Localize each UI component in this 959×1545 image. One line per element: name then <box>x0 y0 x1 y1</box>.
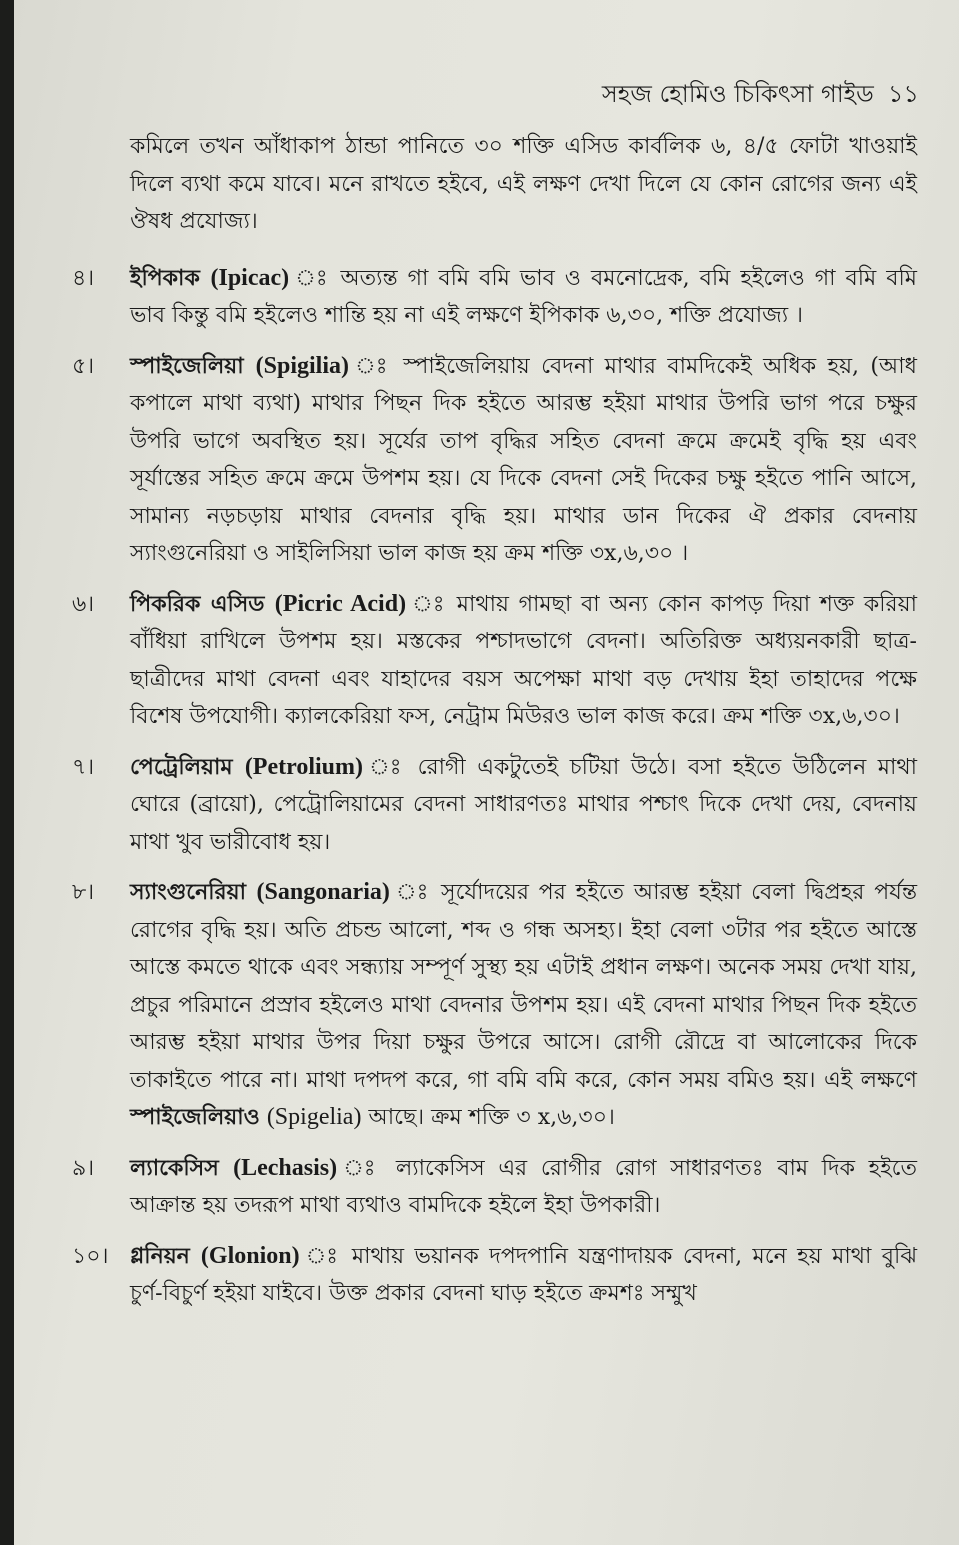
continuation-text: কমিলে তখন আঁধাকাপ ঠান্ডা পানিতে ৩০ শক্তি এসিড কার্বলিক ৬, ৪/৫ ফোটা খাওয়াই দিলে ব্যথা কমে যাবে। মনে রাখতে হইবে, এই লক্ষণ দেখা দিলে যে কোন রোগের জন্য এই ঔষধ প্রযোজ্য। <box>130 134 917 234</box>
continuation-paragraph <box>72 128 917 241</box>
entry-number: ৯। <box>72 1155 95 1181</box>
header-page-number: ১১ <box>887 80 919 108</box>
entry-number: ১০। <box>72 1243 109 1269</box>
header-title: সহজ হোমিও চিকিৎসা গাইড <box>601 80 874 108</box>
remedy-entry <box>72 348 917 573</box>
remedy-description: ঃ অত্যন্ত গা বমি বমি ভাব ও বমনোদ্রেক, বমি হইলেও গা বমি বমি ভাব কিন্তু বমি হইলেও শান্তি হয় না এই লক্ষণে ইপিকাক ৬,৩০, শক্তি প্রযোজ্য । <box>130 265 917 328</box>
remedy-entry <box>72 586 917 736</box>
book-page <box>14 0 959 1545</box>
remedy-entry <box>72 1150 917 1225</box>
related-remedy-name: স্পাইজেলিয়াও <box>130 1104 260 1130</box>
remedy-name: পিকরিক এসিড (Picric Acid) <box>130 590 407 617</box>
page-body <box>72 128 917 1326</box>
entry-number: ৫। <box>72 353 95 379</box>
potency-text: আছে। ক্রম শক্তি ৩ x,৬,৩০। <box>368 1105 615 1130</box>
entry-number: ৭। <box>72 754 95 780</box>
remedy-name: স্পাইজেলিয়া (Spigilia) <box>130 352 349 379</box>
remedy-description: ঃ স্পাইজেলিয়ায় বেদনা মাথার বামদিকেই অধিক হয়, (আধ কপালে মাথা ব্যথা) মাথার পিছন দিক হইতে আরম্ভ হইয়া মাথার উপরি ভাগ পরে চক্ষুর উপরি ভাগে অবস্থিত হয়। সূর্যের তাপ বৃদ্ধির সহিত বেদনা ক্রমে ক্রমেই বৃদ্ধি হয় এবং সূর্যাস্তের সহিত ক্রমে ক্রমে উপশম হয়। যে দিকে বেদনা সেই দিকের চক্ষু হইতে পানি আসে, সামান্য নড়চড়ায় মাথার বেদনার বৃদ্ধি হয়। মাথার ডান দিকের ঐ প্রকার বেদনায় স্যাংগুনেরিয়া ও সাইলিসিয়া ভাল কাজ হয় ক্রম শক্তি ৩x,৬,৩০ । <box>130 353 917 566</box>
entry-number: ৮। <box>72 880 95 905</box>
entry-number: ৪। <box>72 265 95 291</box>
remedy-description: ঃ রোগী একটুতেই চটিয়া উঠে। বসা হইতে উঠিলেন মাথা ঘোরে (ব্রায়ো), পেট্রোলিয়ামের বেদনা সাধারণতঃ মাথার পশ্চাৎ দিকে দেখা দেয়, বেদনায় মাথা খুব ভারীবোধ হয়। <box>130 754 917 855</box>
related-remedy-latin: (Spigelia) <box>266 1104 362 1130</box>
remedy-name: স্যাংগুনেরিয়া (Sangonaria) <box>130 879 390 905</box>
remedy-description: ঃ সূর্যোদয়ের পর হইতে আরম্ভ হইয়া বেলা দ্বিপ্রহর পর্যন্ত রোগের বৃদ্ধি হয়। অতি প্রচন্ড আলো, শব্দ ও গন্ধ অসহ্য। ইহা বেলা ৩টার পর হইতে আস্তে আস্তে কমতে থাকে এবং সন্ধ্যায় সম্পূর্ণ সুস্থ্য হয় এটাই প্রধান লক্ষণ। অনেক সময় দেখা যায়, প্রচুর পরিমানে প্রস্রাব হইলেও মাথা বেদনার উপশম হয়। এই বেদনা মাথার পিছন দিক হইতে আরম্ভ হইয়া মাথার উপর দিয়া চক্ষুর উপরে আসে। রোগী রৌদ্রে বা আলোকের দিকে তাকাইতে পারে না। মাথা দপদপ করে, গা বমি বমি করে, কোন সময় বমিও হয়। এই লক্ষণে <box>130 880 917 1093</box>
remedy-description: ঃ ল্যাকেসিস এর রোগীর রোগ সাধারণতঃ বাম দিক হইতে আক্রান্ত হয় তদরূপ মাথা ব্যথাও বামদিকে হইলে ইহা উপকারী। <box>130 1155 917 1218</box>
remedy-name: ইপিকাক (Ipicac) <box>130 264 290 291</box>
remedy-description: ঃ মাথায় ভয়ানক দপদপানি যন্ত্রণাদায়ক বেদনা, মনে হয় মাথা বুঝি চুর্ণ-বিচুর্ণ হইয়া যাইবে। উক্ত প্রকার বেদনা ঘাড় হইতে ক্রমশঃ সম্মুখ <box>130 1243 917 1306</box>
remedy-entry <box>72 874 917 1137</box>
remedy-name: ল্যাকেসিস (Lechasis) <box>130 1154 338 1181</box>
running-header <box>602 76 919 116</box>
remedy-entry <box>72 1238 917 1313</box>
entry-number: ৬। <box>72 591 95 617</box>
remedy-name: গ্লনিয়ন (Glonion) <box>130 1242 300 1269</box>
remedy-description: ঃ মাথায় গামছা বা অন্য কোন কাপড় দিয়া শক্ত করিয়া বাঁধিয়া রাখিলে উপশম হয়। মস্তকের পশ্চাদভাগে বেদনা। অতিরিক্ত অধ্যয়নকারী ছাত্র-ছাত্রীদের মাথা বেদনা এবং যাহাদের বয়স অপেক্ষা মাথা বড় দেখায় ইহা তাহাদের পক্ষে বিশেষ উপযোগী। ক্যালকেরিয়া ফস, নেট্রাম মিউরও ভাল কাজ করে। ক্রম শক্তি ৩x,৬,৩০। <box>130 591 917 729</box>
remedy-entry <box>72 749 917 862</box>
remedy-entry <box>72 260 917 335</box>
remedy-name: পেট্রেলিয়াম (Petrolium) <box>130 753 363 780</box>
